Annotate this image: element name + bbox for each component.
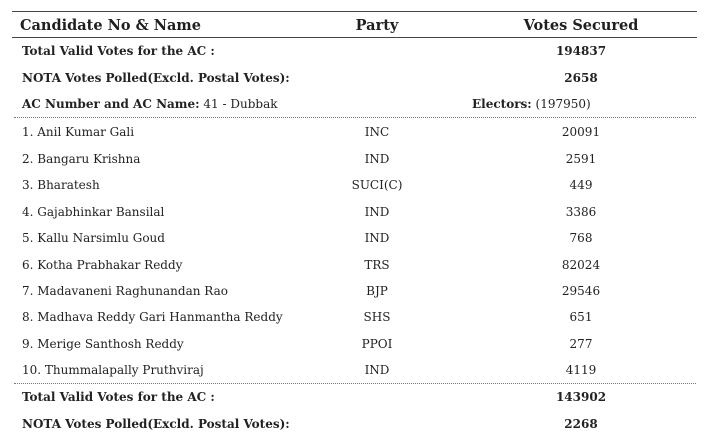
- candidate-party: IND: [364, 152, 390, 166]
- candidate-name: 4. Gajabhinkar Bansilal: [22, 205, 165, 219]
- ac-label: AC Number and AC Name:: [22, 97, 200, 111]
- table-row: [0, 205, 709, 225]
- nota-row-bottom: [0, 417, 709, 437]
- candidate-votes: 29546: [561, 284, 601, 298]
- candidate-name: 7. Madavaneni Raghunandan Rao: [22, 284, 228, 298]
- table-row: [0, 152, 709, 172]
- candidate-name: 8. Madhava Reddy Gari Hanmantha Reddy: [22, 310, 283, 324]
- total-votes-label: Total Valid Votes for the AC :: [22, 44, 215, 58]
- candidate-votes: 3386: [565, 205, 597, 219]
- candidate-party: IND: [364, 231, 390, 245]
- table-row: [0, 125, 709, 145]
- total-votes-row-bottom: [0, 390, 709, 410]
- dotted-divider: [14, 117, 696, 118]
- table-row: [0, 284, 709, 304]
- electors-info: [472, 97, 591, 111]
- candidate-votes: 82024: [561, 258, 601, 272]
- table-row: [0, 310, 709, 330]
- header-candidate: Candidate No & Name: [20, 17, 201, 34]
- candidate-name: 6. Kotha Prabhakar Reddy: [22, 258, 183, 272]
- candidate-party: BJP: [366, 284, 388, 298]
- ac-info-row: [0, 97, 709, 117]
- candidate-party: IND: [364, 205, 390, 219]
- ac-info: [22, 97, 278, 111]
- candidate-votes: 768: [569, 231, 593, 245]
- candidate-votes: 20091: [561, 125, 601, 139]
- candidate-party: SUCI(C): [351, 178, 403, 192]
- header-party: Party: [355, 17, 399, 34]
- total-votes-label: Total Valid Votes for the AC :: [22, 390, 215, 404]
- electors-value: (197950): [535, 97, 591, 111]
- total-votes-row-top: [0, 44, 709, 64]
- nota-value: 2658: [564, 71, 598, 85]
- candidate-party: INC: [364, 125, 390, 139]
- candidate-votes: 2591: [565, 152, 597, 166]
- candidate-name: 2. Bangaru Krishna: [22, 152, 141, 166]
- nota-row-top: [0, 71, 709, 91]
- top-rule: [12, 11, 697, 12]
- table-row: [0, 231, 709, 251]
- candidate-votes: 449: [569, 178, 593, 192]
- nota-label: NOTA Votes Polled(Excld. Postal Votes):: [22, 417, 290, 431]
- total-votes-value: 143902: [555, 390, 607, 404]
- candidate-votes: 277: [569, 337, 593, 351]
- candidate-party: SHS: [363, 310, 391, 324]
- total-votes-value: 194837: [555, 44, 607, 58]
- electors-label: Electors:: [472, 97, 532, 111]
- candidate-name: 1. Anil Kumar Gali: [22, 125, 135, 139]
- candidate-name: 10. Thummalapally Pruthviraj: [22, 363, 204, 377]
- table-row: [0, 258, 709, 278]
- ac-value: 41 - Dubbak: [203, 97, 278, 111]
- candidate-party: PPOI: [361, 337, 393, 351]
- candidate-name: 3. Bharatesh: [22, 178, 100, 192]
- table-row: [0, 363, 709, 383]
- candidate-votes: 4119: [565, 363, 597, 377]
- candidate-party: TRS: [364, 258, 390, 272]
- header-votes: Votes Secured: [523, 17, 639, 34]
- nota-label: NOTA Votes Polled(Excld. Postal Votes):: [22, 71, 290, 85]
- table-row: [0, 178, 709, 198]
- table-header: [0, 17, 709, 37]
- candidate-votes: 651: [569, 310, 593, 324]
- candidate-party: IND: [364, 363, 390, 377]
- header-rule: [12, 37, 697, 38]
- candidate-name: 5. Kallu Narsimlu Goud: [22, 231, 165, 245]
- dotted-divider: [14, 383, 696, 384]
- nota-value: 2268: [564, 417, 598, 431]
- candidate-name: 9. Merige Santhosh Reddy: [22, 337, 184, 351]
- table-row: [0, 337, 709, 357]
